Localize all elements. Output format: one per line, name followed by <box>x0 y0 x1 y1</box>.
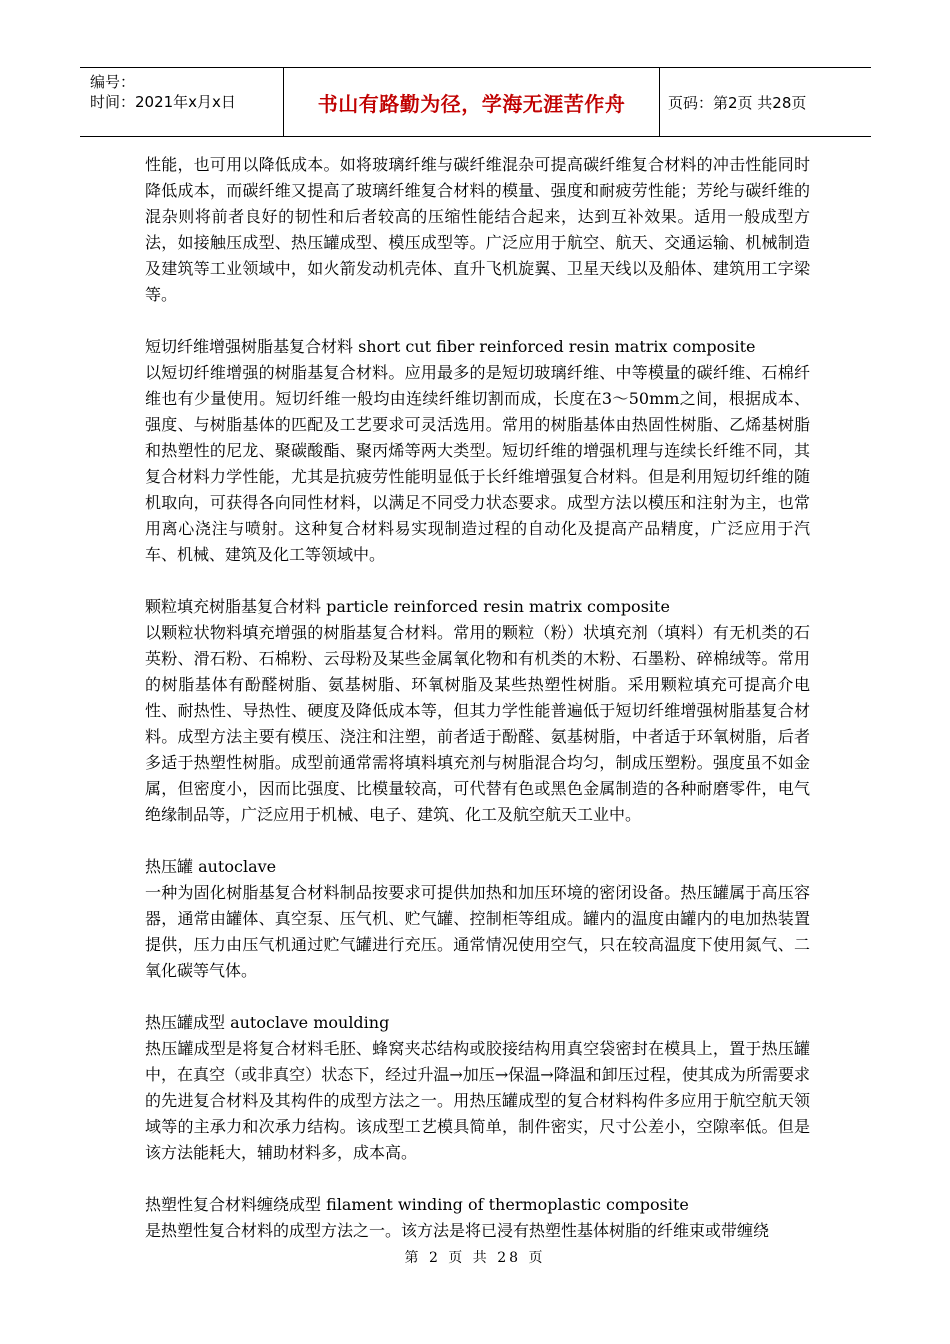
header-motto: 书山有路勤为径，学海无涯苦作舟 <box>317 91 626 116</box>
header-meta <box>80 68 283 136</box>
term-heading: 热压罐成型 autoclave moulding <box>145 1013 390 1032</box>
document-body <box>145 152 810 1244</box>
document-date-label: 时间：2021年x月x日 <box>90 93 236 111</box>
page-header <box>80 67 871 137</box>
term-heading: 热压罐 autoclave <box>145 857 277 876</box>
paragraph: 热压罐成型是将复合材料毛胚、蜂窝夹芯结构或胶接结构用真空袋密封在模具上，置于热压罐中，在真空（或非真空）状态下，经过升温→加压→保温→降温和卸压过程，使其成为所需要求的先进复合材料及其构件的成型方法之一。用热压罐成型的复合材料构件多应用于航空航天领域等的主承力和次承力结构。该成型工艺模具简单，制件密实，尺寸公差小，空隙率低。但是该方法能耗大，辅助材料多，成本高。 <box>145 1039 810 1162</box>
document-number-label: 编号： <box>90 73 136 91</box>
paragraph: 以短切纤维增强的树脂基复合材料。应用最多的是短切玻璃纤维、中等模量的碳纤维、石棉纤维也有少量使用。短切纤维一般均由连续纤维切割而成，长度在3～50mm之间，根据成本、强度、与树脂基体的匹配及工艺要求可灵活选用。常用的树脂基体由热固性树脂、乙烯基树脂和热塑性的尼龙、聚碳酸酯、聚丙烯等两大类型。短切纤维的增强机理与连续长纤维不同，其复合材料力学性能，尤其是抗疲劳性能明显低于长纤维增强复合材料。但是利用短切纤维的随机取向，可获得各向同性材料，以满足不同受力状态要求。成型方法以模压和注射为主，也常用离心浇注与喷射。这种复合材料易实现制造过程的自动化及提高产品精度，广泛应用于汽车、机械、建筑及化工等领域中。 <box>145 363 810 564</box>
header-page-cell <box>660 68 871 136</box>
paragraph: 性能，也可用以降低成本。如将玻璃纤维与碳纤维混杂可提高碳纤维复合材料的冲击性能同时降低成本，而碳纤维又提高了玻璃纤维复合材料的模量、强度和耐疲劳性能；芳纶与碳纤维的混杂则将前者良好的韧性和后者较高的压缩性能结合起来，达到互补效果。适用一般成型方法，如接触压成型、热压罐成型、模压成型等。广泛应用于航空、航天、交通运输、机械制造及建筑等工业领域中，如火箭发动机壳体、直升飞机旋翼、卫星天线以及船体、建筑用工字梁等。 <box>145 155 810 304</box>
paragraph: 以颗粒状物料填充增强的树脂基复合材料。常用的颗粒（粉）状填充剂（填料）有无机类的石英粉、滑石粉、石棉粉、云母粉及某些金属氧化物和有机类的木粉、石墨粉、碎棉绒等。常用的树脂基体有酚醛树脂、氨基树脂、环氧树脂及某些热塑性树脂。采用颗粒填充可提高介电性、耐热性、导热性、硬度及降低成本等，但其力学性能普遍低于短切纤维增强树脂基复合材料。成型方法主要有模压、浇注和注塑，前者适于酚醛、氨基树脂，中者适于环氧树脂，后者多适于热塑性树脂。成型前通常需将填料填充剂与树脂混合均匀，制成压塑粉。强度虽不如金属，但密度小，因而比强度、比模量较高，可代替有色或黑色金属制造的各种耐磨零件，电气绝缘制品等，广泛应用于机械、电子、建筑、化工及航空航天工业中。 <box>145 623 810 824</box>
page-footer: 第 2 页 共 28 页 <box>404 1250 546 1266</box>
term-heading: 短切纤维增强树脂基复合材料 short cut fiber reinforced resin matrix composite <box>145 337 756 356</box>
term-heading: 颗粒填充树脂基复合材料 particle reinforced resin matrix composite <box>145 597 670 616</box>
header-motto-cell <box>283 68 660 136</box>
paragraph: 一种为固化树脂基复合材料制品按要求可提供加热和加压环境的密闭设备。热压罐属于高压容器，通常由罐体、真空泵、压气机、贮气罐、控制柜等组成。罐内的温度由罐内的电加热装置提供，压力由压气机通过贮气罐进行充压。通常情况使用空气，只在较高温度下使用氮气、二氧化碳等气体。 <box>145 883 810 980</box>
term-heading: 热塑性复合材料缠绕成型 filament winding of thermoplastic composite <box>145 1195 689 1214</box>
paragraph: 是热塑性复合材料的成型方法之一。该方法是将已浸有热塑性基体树脂的纤维束或带缠绕 <box>145 1221 770 1240</box>
header-page-info: 页码：第2页 共28页 <box>668 93 807 112</box>
